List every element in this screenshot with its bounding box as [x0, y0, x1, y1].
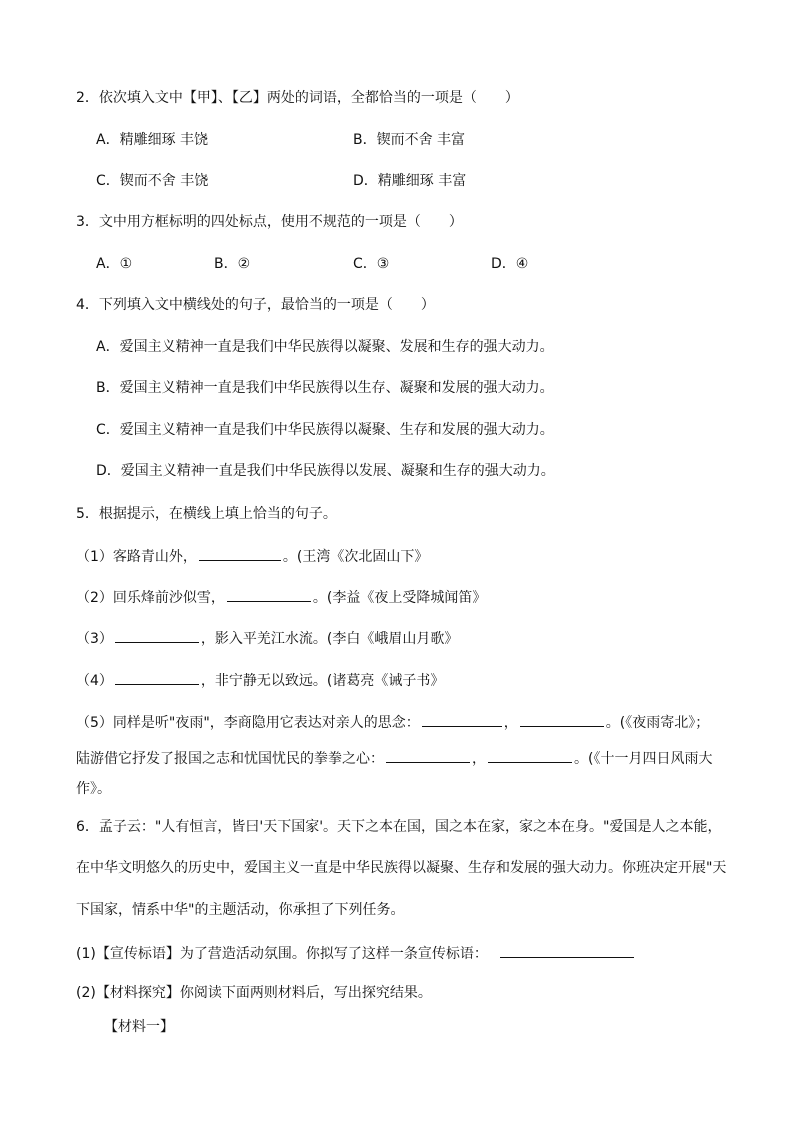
q3-option-c: C．③: [353, 256, 390, 272]
q6-paragraph-line-2: 在中华文明悠久的历史中，爱国主义一直是中华民族得以凝聚、生存和发展的强大动力。你班决定开展"天: [76, 860, 727, 876]
q5-item-3: [76, 627, 736, 649]
q5-item-5-line-1: [76, 711, 736, 733]
q4-option-b: B．爱国主义精神一直是我们中华民族得以生存、凝聚和发展的强大动力。: [96, 380, 554, 396]
answer-blank[interactable]: [115, 669, 199, 685]
answer-blank[interactable]: [227, 586, 311, 602]
q5-item-2-prefix: （2）回乐烽前沙似雪，: [76, 590, 225, 606]
q5-item-4-prefix: （4）: [76, 673, 113, 689]
q4-option-a: A．爱国主义精神一直是我们中华民族得以凝聚、发展和生存的强大动力。: [96, 339, 554, 355]
answer-blank[interactable]: [488, 747, 572, 763]
q5-item-1-prefix: （1）客路青山外，: [76, 549, 197, 565]
q3-option-a: A．①: [96, 256, 133, 272]
q6-paragraph-line-3: 下国家，情系中华"的主题活动，你承担了下列任务。: [76, 902, 405, 918]
q5-item-3-source: ，影入平羌江水流。(李白《峨眉山月歌》: [200, 631, 459, 647]
q2-option-b: B．锲而不舍 丰富: [353, 132, 466, 148]
q5-item-4-source: ，非宁静无以致远。(诸葛亮《诫子书》: [200, 673, 445, 689]
q5-item-1-source: 。(王湾《次北固山下》: [282, 549, 429, 565]
q3-option-d: D．④: [491, 256, 529, 272]
answer-blank[interactable]: [520, 711, 604, 727]
material-1-label: 【材料一】: [104, 1019, 174, 1035]
q5-item-5-text-2: 陆游借它抒发了报国之志和忧国忧民的拳拳之心：: [76, 751, 384, 767]
q4-option-c: C．爱国主义精神一直是我们中华民族得以凝聚、生存和发展的强大动力。: [96, 422, 554, 438]
q4-option-d: D．爱国主义精神一直是我们中华民族得以发展、凝聚和生存的强大动力。: [96, 463, 555, 479]
answer-blank[interactable]: [199, 545, 281, 561]
q5-item-5-line-2: [76, 747, 736, 769]
q6-task-1: [76, 942, 736, 964]
q6-task-1-text: (1)【宣传标语】为了营造活动氛围。你拟写了这样一条宣传标语：: [76, 946, 488, 962]
q2-option-a: A．精雕细琢 丰饶: [96, 132, 209, 148]
q5-item-1: [76, 545, 736, 567]
answer-blank[interactable]: [115, 627, 199, 643]
q5-item-5-source-1: 。(《夜雨寄北》；: [605, 715, 710, 731]
q5-item-5-source-2: 。(《十一月四日风雨大: [574, 751, 713, 767]
q3-option-b: B．②: [214, 256, 251, 272]
q6-paragraph-line-1: 6．孟子云："人有恒言，皆曰'天下国家'。天下之本在国，国之本在家，家之本在身。"爱国是人之本能，: [76, 819, 722, 835]
q2-option-d: D．精雕细琢 丰富: [353, 173, 467, 189]
answer-blank[interactable]: [386, 747, 470, 763]
q3-stem: 3．文中用方框标明的四处标点，使用不规范的一项是（ ）: [76, 214, 463, 230]
q5-stem: 5．根据提示，在横线上填上恰当的句子。: [76, 506, 337, 522]
q5-item-3-prefix: （3）: [76, 631, 113, 647]
q6-task-2: (2)【材料探究】你阅读下面两则材料后，写出探究结果。: [76, 985, 432, 1001]
q5-item-4: [76, 669, 736, 691]
answer-blank[interactable]: [422, 711, 502, 727]
q5-item-2: [76, 586, 736, 608]
q5-item-5-prefix: （5）同样是听"夜雨"，李商隐用它表达对亲人的思念：: [76, 715, 420, 731]
q5-item-5-separator-2: ，: [472, 751, 486, 767]
slogan-blank[interactable]: [500, 942, 634, 958]
q2-option-c: C．锲而不舍 丰饶: [96, 173, 209, 189]
q5-item-2-source: 。(李益《夜上受降城闻笛》: [312, 590, 487, 606]
q5-item-5-line-3: 作》。: [76, 781, 111, 797]
q5-item-5-separator: ，: [503, 715, 518, 731]
q4-stem: 4．下列填入文中横线处的句子，最恰当的一项是（ ）: [76, 297, 435, 313]
q2-stem: 2．依次填入文中【甲】、【乙】两处的词语，全都恰当的一项是（ ）: [76, 90, 519, 106]
